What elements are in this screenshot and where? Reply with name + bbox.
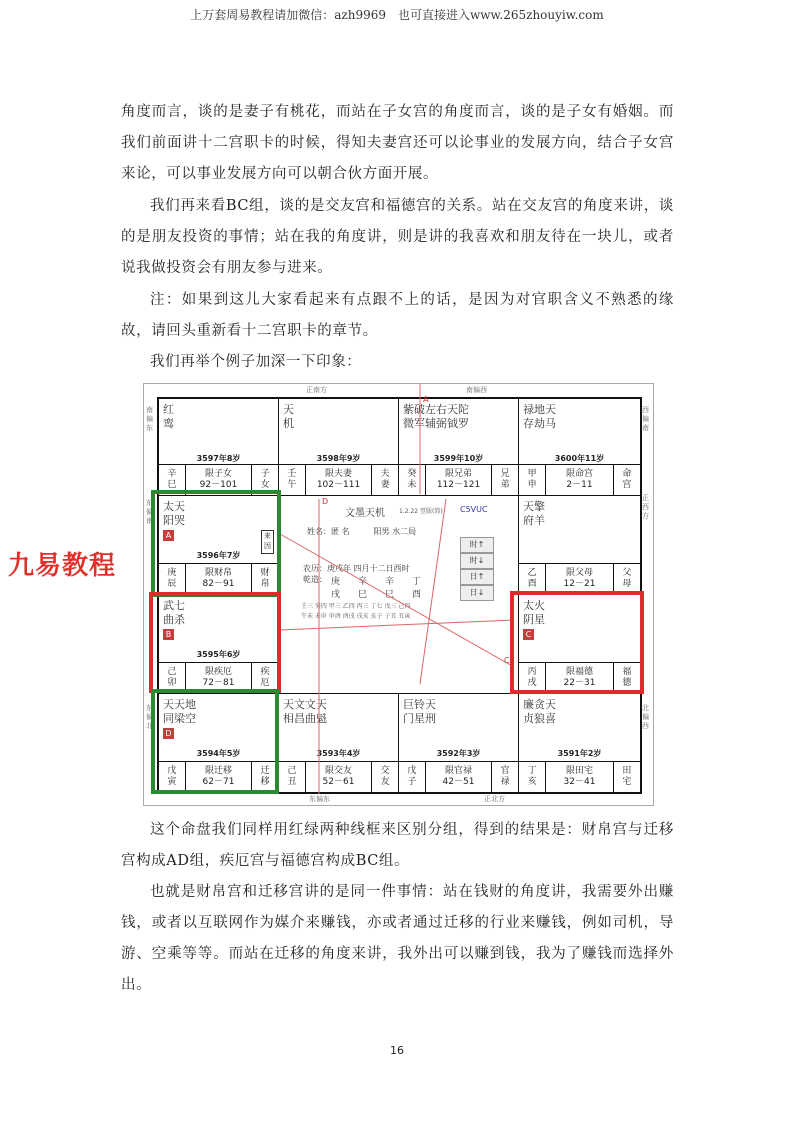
day-down-button[interactable]: 日↓ — [460, 585, 494, 601]
label-bottom-right: 正北方 — [484, 795, 505, 803]
day-up-button[interactable]: 日↑ — [460, 569, 494, 585]
hour-up-button[interactable]: 时↑ — [460, 537, 494, 553]
page-header: 上万套周易教程请加微信：azh9969 也可直接进入www.265zhouyiw.com — [190, 8, 604, 22]
mark-c: C — [504, 656, 510, 665]
line-a-c — [280, 534, 514, 667]
palace-wu: 天 机 3598年9岁 壬 午 限夫妻 102－111 夫 妻 — [278, 398, 399, 496]
mark-a: A — [423, 395, 429, 404]
paragraph-1: 角度而言，谈的是妻子有桃花，而站在子女宫的角度而言，谈的是子女有婚姻。而我们前面讲十二宫职卡的时候，得知夫妻宫还可以论事业的发展方向，结合子女宫来论，可以事业发展方向可以朝合伙方面开展。 — [121, 104, 674, 182]
palace-xu: 太火 阴星 C 丙 戌 限福德 22－31 福 德 — [518, 594, 641, 694]
small-info-row-2: 午未 未申 申酉 酉戌 戌亥 亥子 子丑 丑寅 — [301, 613, 411, 620]
highlight-box-red-b — [149, 592, 281, 693]
bazi-gan: 庚 辛 辛 丁 — [331, 577, 422, 587]
paragraph-5: 这个命盘我们同样用红绿两种线框来区别分组，得到的结果是：财帛宫与迁移宫构成AD组，疾厄宫与福德宫构成BC组。 — [121, 822, 674, 869]
palace-hai: 廉贪天 贞狼喜 3591年2岁 丁 亥 限田宅 32－41 田 宅 — [518, 693, 641, 793]
label-left-mid: 东偏南 — [146, 499, 153, 525]
highlight-box-green-d — [151, 689, 279, 794]
app-title: 文墨天机 — [345, 508, 385, 519]
label-bottom-left: 东偏东 — [309, 795, 330, 803]
line-c-top — [420, 499, 446, 684]
highlight-box-red-c — [510, 591, 644, 694]
palace-you: 天擎 府羊 乙 酉 限父母 12－21 父 母 — [518, 495, 641, 595]
marker-b: B — [163, 629, 174, 640]
bazi-label: 乾造： — [303, 575, 327, 584]
label-top-right: 南偏西 — [466, 386, 487, 394]
label-top-left: 正南方 — [306, 386, 327, 394]
palace-shen: 禄地天 存劫马 3600年11岁 甲 申 限命宫 2－11 命 宫 — [518, 398, 641, 496]
paragraph-6: 也就是财帛宫和迁移宫讲的是同一件事情：站在钱财的角度讲，我需要外出赚钱，或者以互联网作为媒介来赚钱，亦或者通过迁移的行业来赚钱，例如司机，导游、空乘等等。而站在迁移的角度来讲，我外出可以赚到钱，我为了赚钱而选择外出。 — [121, 884, 674, 993]
watermark-logo: 九易教程 — [8, 551, 117, 581]
paragraph-3: 注：如果到这儿大家看起来有点跟不上的话，是因为对官职含义不熟悉的缘故，请回头重新看十二宫职卡的章节。 — [121, 292, 674, 339]
mark-d: D — [322, 497, 329, 506]
lunar-date: 农历：庚戌年 四月十二日酉时 — [303, 564, 410, 573]
label-right-mid: 正西方 — [642, 494, 649, 520]
label-right-top: 西偏南 — [642, 406, 649, 432]
bazi-zhi: 戌 巳 巳 酉 — [331, 590, 422, 600]
marker-a: A — [163, 530, 174, 541]
small-info-row: 壬三 癸四 甲三 乙四 丙三 丁七 戊三 己四 — [301, 603, 411, 610]
line-b-c — [280, 620, 514, 630]
label-right-bottom: 北偏西 — [642, 704, 649, 730]
tag-laiyin: 来因 — [261, 530, 274, 554]
palace-chen: 太天 阳哭 A 来因 3596年7岁 庚 辰 限财帛 82－91 财 帛 — [158, 495, 279, 595]
paragraph-4: 我们再举个例子加深一下印象： — [150, 354, 362, 370]
palace-si: 红 鸾 3597年8岁 辛 巳 限子女 92－101 子 女 — [158, 398, 279, 496]
highlight-box-green-a — [151, 490, 281, 597]
paragraph-2: 我们再来看BC组，谈的是交友宫和福德宫的关系。站在交友宫的角度来讲，谈的是朋友投资的事情；站在我的角度讲，则是讲的我喜欢和朋友待在一块儿，或者说我做投资会有朋友参与进来。 — [121, 198, 674, 276]
hour-down-button[interactable]: 时↓ — [460, 553, 494, 569]
app-version: 1.2.22 竖版(简) — [399, 508, 443, 515]
label-left-bottom: 东偏北 — [146, 704, 153, 730]
marker-c: C — [523, 629, 534, 640]
page-number: 16 — [390, 1044, 404, 1057]
chart-code: C5VUC — [460, 505, 488, 514]
palace-yin: 天天地 同梁空 D 3594年5岁 戊 寅 限迁移 62－71 迁 移 — [158, 693, 279, 793]
palace-mao: 武七 曲杀 B 3595年6岁 己 卯 限疾厄 72－81 疾 厄 — [158, 594, 279, 694]
marker-d: D — [163, 728, 174, 739]
palace-zi: 巨铃天 门星刑 3592年3岁 戊 子 限官禄 42－51 官 禄 — [398, 693, 519, 793]
palace-wei: 紫破左右天陀 微军辅弼钺罗 3599年10岁 癸 未 限兄弟 112－121 兄 弟 — [398, 398, 519, 496]
label-left-top: 南偏东 — [146, 406, 153, 432]
name-line: 姓名：匿 名 阳男 水二局 — [307, 527, 417, 536]
palace-chou: 天文文天 相昌曲魁 3593年4岁 己 丑 限交友 52－61 交 友 — [278, 693, 399, 793]
